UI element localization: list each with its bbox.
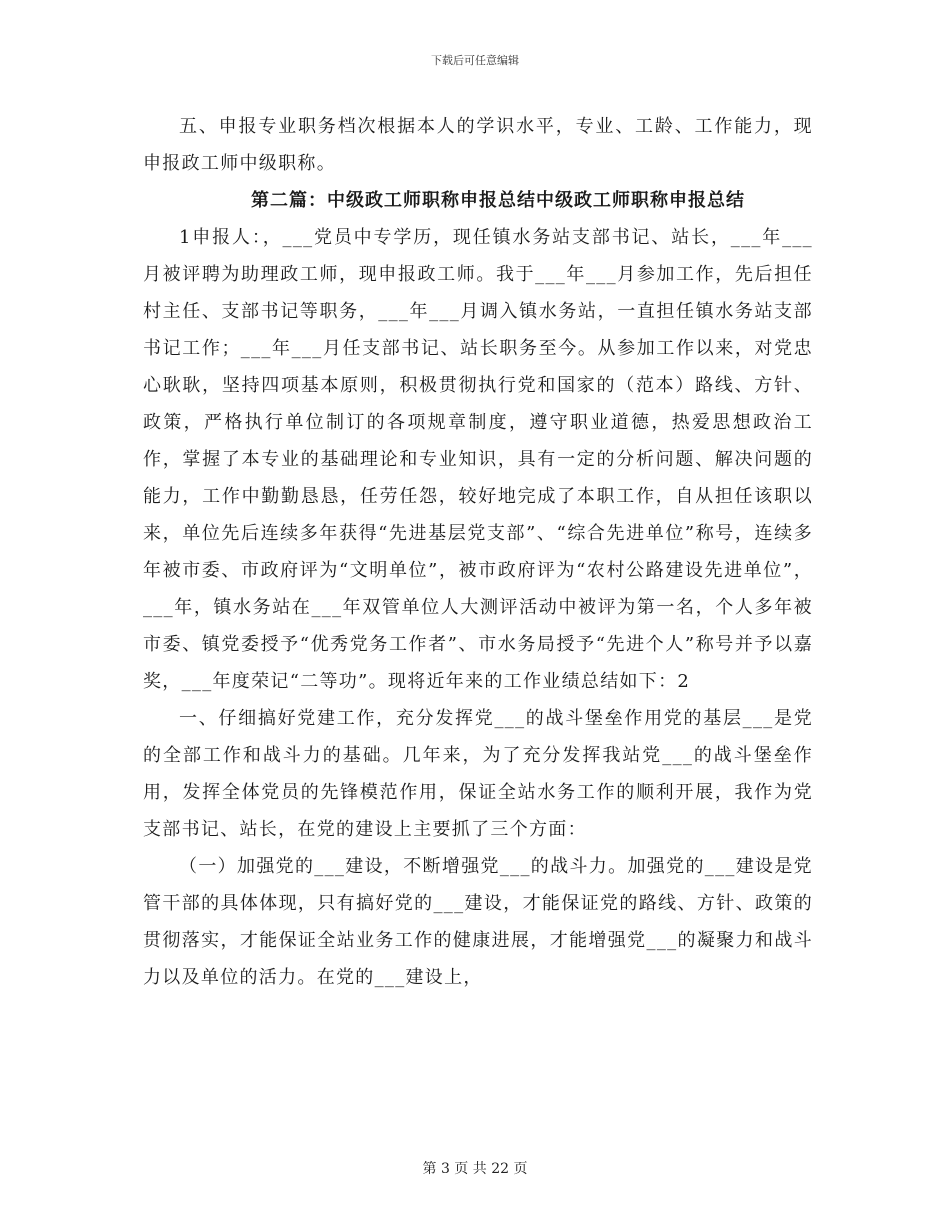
page-header: 下载后可任意编辑 <box>431 54 519 67</box>
document-body <box>143 108 813 996</box>
paragraph-organization-building: （一）加强党的___建设，不断增强党___的战斗力。加强党的___建设是党管干部的具体体现，只有搞好党的___建设，才能保证党的路线、方针、政策的贯彻落实，才能保证全站业务工作的健康进展，才能增强党___的凝聚力和战斗力以及单位的活力。在党的___建设上， <box>143 856 813 988</box>
page-footer: 第 3 页 共 22 页 <box>422 1161 528 1177</box>
paragraph-party-building: 一、仔细搞好党建工作，充分发挥党___的战斗堡垒作用党的基层___是党的全部工作和战斗力的基础。几年来，为了充分发挥我站党___的战斗堡垒作用，发挥全体党员的先锋模范作用，保证全站水务工作的顺利开展，我作为党支部书记、站长，在党的建设上主要抓了三个方面： <box>143 708 813 840</box>
paragraph-declaration-level: 五、申报专业职务档次根据本人的学识水平，专业、工龄、工作能力，现申报政工师中级职称。 <box>143 116 813 174</box>
paragraph-applicant-summary: 1申报人：，___党员中专学历，现任镇水务站支部书记、站长，___年___月被评聘为助理政工师，现申报政工师。我于___年___月参加工作，先后担任村主任、支部书记等职务，___年___月调入镇水务站，一直担任镇水务站支部书记工作；___年___月任支部书记、站长职务至今。从参加工作以来，对党忠心耿耿，坚持四项基本原则，积极贯彻执行党和国家的（范本）路线、方针、政策，严格执行单位制订的各项规章制度，遵守职业道德，热爱思想政治工作，掌握了本专业的基础理论和专业知识，具有一定的分析问题、解决问题的能力，工作中勤勤恳恳，任劳任怨，较好地完成了本职工作，自从担任该职以来，单位先后连续多年获得“先进基层党支部”、“综合先进单位”称号，连续多年被市委、市政府评为“文明单位”，被市政府评为“农村公路建设先进单位”，___年，镇水务站在___年双管单位人大测评活动中被评为第一名，个人多年被市委、镇党委授予“优秀党务工作者”、市水务局授予“先进个人”称号并予以嘉奖，___年度荣记“二等功”。现将近年来的工作业绩总结如下：2 <box>143 227 813 692</box>
section-heading: 第二篇：中级政工师职称申报总结中级政工师职称申报总结 <box>251 190 745 211</box>
